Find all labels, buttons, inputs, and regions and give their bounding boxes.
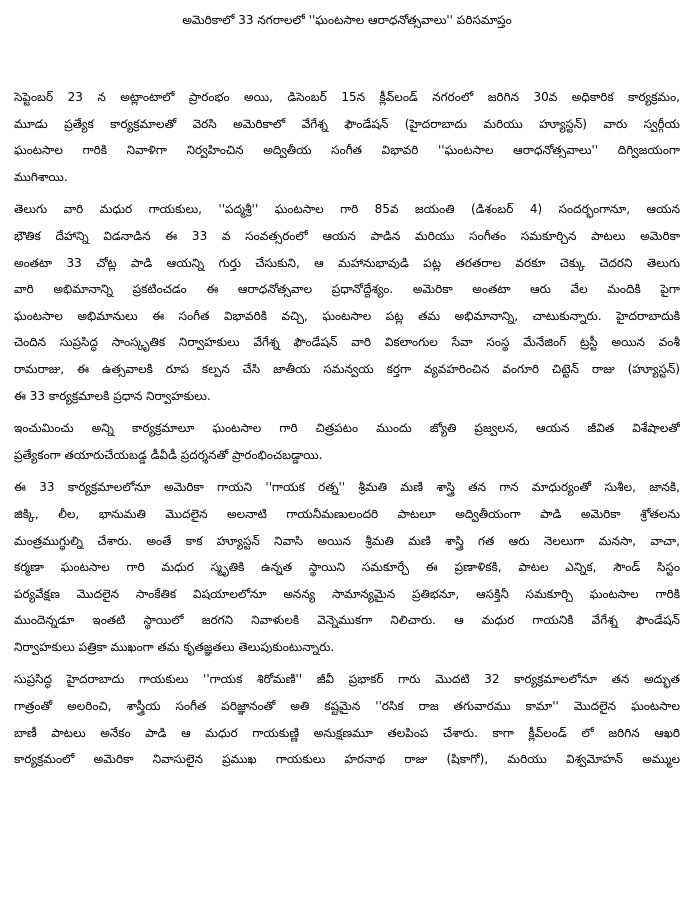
text-line: చెందిన సుప్రసిద్ధ సాంస్కృతిక నిర్వాహకులు వేగేశ్న ఫౌండేషన్ వారి వికలాంగుల సేవా సంస్థ మేనేజింగ్ ట్రస్టీ అయిన వంశీ xyxy=(14,335,680,350)
text-line: ఘంటసాల గారికి నివాళిగా నిర్వహించిన అద్వితీయ సంగీత విభావరి ''ఘంటసాల ఆరాధనోత్సవాలు'' దిగ్విజయంగా xyxy=(14,143,680,158)
text-line: కార్యక్రమంలో అమెరికా నివాసులైన ప్రముఖ గాయకులు హరనాథ రాజు (షికాగో), మరియు విశ్వమోహన్ అమ్ముల xyxy=(14,752,680,767)
text-line: వారి అభిమానాన్ని ప్రకటించడం ఈ ఆరాధనోత్సవాల ప్రధానోద్దేశ్యం. అమెరికా అంతటా ఆరు వేల మందికి పైగా xyxy=(14,282,680,297)
text-line: తెలుగు వారి మధుర గాయకులు, ''పద్మశ్రీ'' ఘంటసాల గారి 85వ జయంతి (డిశంబర్ 4) సందర్భంగానూ, ఆయన xyxy=(14,202,680,217)
text-line: కర్మణా ఘంటసాల గారి మధుర స్మృతికి ఉన్నత స్థాయిని సమకూర్చే ఈ ప్రణాళికకి, పాటల ఎన్నిక, సౌండ్ సిస్టం xyxy=(14,560,680,575)
paragraph-4 xyxy=(14,474,680,660)
text-line: అంతటా 33 చోట్ల పాడి ఆయన్ని గుర్తు చేసుకుని, ఆ మహానుభావుడి పట్ల తరతరాల వరకూ చెక్కు చెదరని తెలుగు xyxy=(14,255,680,270)
text-line: రామరాజు, ఈ ఉత్సవాలకి రూప కల్పన చేసి జాతీయ సమన్వయ కర్తగా వ్యవహరించిన వంగూరి చిట్టెన్ రాజు (హ్యూస్టన్) xyxy=(14,361,680,376)
text-line: ఇంచుమించు అన్ని కార్యక్రమాలూ ఘంటసాల గారి చిత్రపటం ముందు జ్యోతి ప్రజ్వలన, ఆయన జీవిత విశేషాలతో xyxy=(14,421,680,436)
text-line: ప్రత్యేకంగా తయారుచేయబడ్డ డీవీడీ ప్రదర్శనతో ప్రారంభించబడ్డాయి. xyxy=(14,447,323,462)
paragraph-1 xyxy=(14,84,680,190)
text-line: గాత్రంతో అలరించి, శాస్త్రీయ సంగీత పరిజ్ఞానంతో అతి కష్టమైన ''రసిక రాజ తగువారము కామా'' మొదలైన ఘంటసాల xyxy=(14,699,680,714)
text-line: మూడు ప్రత్యేక కార్యక్రమాలతో వెరసి అమెరికాలో వేగేశ్న ఫౌండేషన్ (హైదరాబాదు మరియు హ్యూస్టన్) వారు స్వర్గీయ xyxy=(14,116,680,131)
text-line: జిక్కి, లీల, భానుమతి మొదలైన అలనాటి గాయనీమణులందరి పాటలూ అద్వితీయంగా పాడి అమెరికా శ్రోతలను xyxy=(14,506,680,521)
text-line: మంత్రముగ్ధుల్ని చేశారు. అంతే కాక హ్యూస్టన్ నివాసి అయిన శ్రీమతి మణి శాస్త్రి గత ఆరు నెలలుగా మనసా, వాచా, xyxy=(14,533,680,548)
text-line: బాణీ పాటలు అనేకం పాడి ఆ మధుర గాయకుణ్ణి అనుక్షణమూ తలపింప చేశారు. కాగా క్లీవ్‌లండ్ లో జరిగిన ఆఖరి xyxy=(14,725,680,740)
text-line: ముగిశాయి. xyxy=(14,169,68,184)
text-line: నిర్వాహకులు పత్రికా ముఖంగా తమ కృతజ్ఞతలు తెలుపుకుంటున్నారు. xyxy=(14,639,335,654)
text-line: ఈ 33 కార్యక్రమాలలోనూ అమెరికా గాయని ''గాయక రత్న'' శ్రీమతి మణి శాస్త్రి తన గాన మాధుర్యంతో సుశీల, జానకి, xyxy=(14,480,680,495)
text-line: సుప్రసిద్ధ హైదరాబాదు గాయకులు ''గాయక శిరోమణి'' జీవీ ప్రభాకర్ గారు మొదటి 32 కార్యక్రమాలలోనూ తన అద్భుత xyxy=(14,672,680,687)
paragraph-2 xyxy=(14,196,680,409)
text-line: సెప్టెంబర్ 23 న అట్లాంటాలో ప్రారంభం అయి, డిసెంబర్ 15న క్లీవ్‌లండ్ నగరంలో జరిగిన 30వ అధికారిక కార్యక్రమం, xyxy=(14,90,680,104)
text-line: ఘంటసాల అభిమానులు ఈ సంగీత విభావరికి వచ్చి, ఘంటసాల పట్ల తమ అభిమానాన్ని, చాటుకున్నారు. హైదరాబాదుకి xyxy=(14,308,680,323)
document-title: అమెరికాలో 33 నగరాలలో ''ఘంటసాల ఆరాధనోత్సవాలు'' పరిసమాప్తం xyxy=(182,13,512,27)
text-line: పర్యవేక్షణ మొదలైన సాంకేతిక విషయాలలోనూ అనన్య సామాన్యమైన ప్రతిభనూ, ఆసక్తినీ సమకూర్చి ఘంటసాల గారికి xyxy=(14,586,680,601)
paragraph-3 xyxy=(14,415,680,468)
paragraph-5 xyxy=(14,666,680,772)
text-line: భౌతిక దేహాన్ని విడనాడిన ఈ 33 వ సంవత్సరంలో ఆయన పాడిన మరియు సంగీతం సమకూర్చిన పాటలు అమెరికా xyxy=(14,228,680,243)
text-line: ఈ 33 కార్యక్రమాలకి ప్రధాన నిర్వాహకులు. xyxy=(14,388,211,403)
text-line: ముందెన్నడూ ఇంతటి స్థాయిలో జరగని నివాళులకి వెన్నెముకగా నిలిచారు. ఆ మధుర గాయనికి వేగేశ్న ఫౌండేషన్ xyxy=(14,613,680,628)
